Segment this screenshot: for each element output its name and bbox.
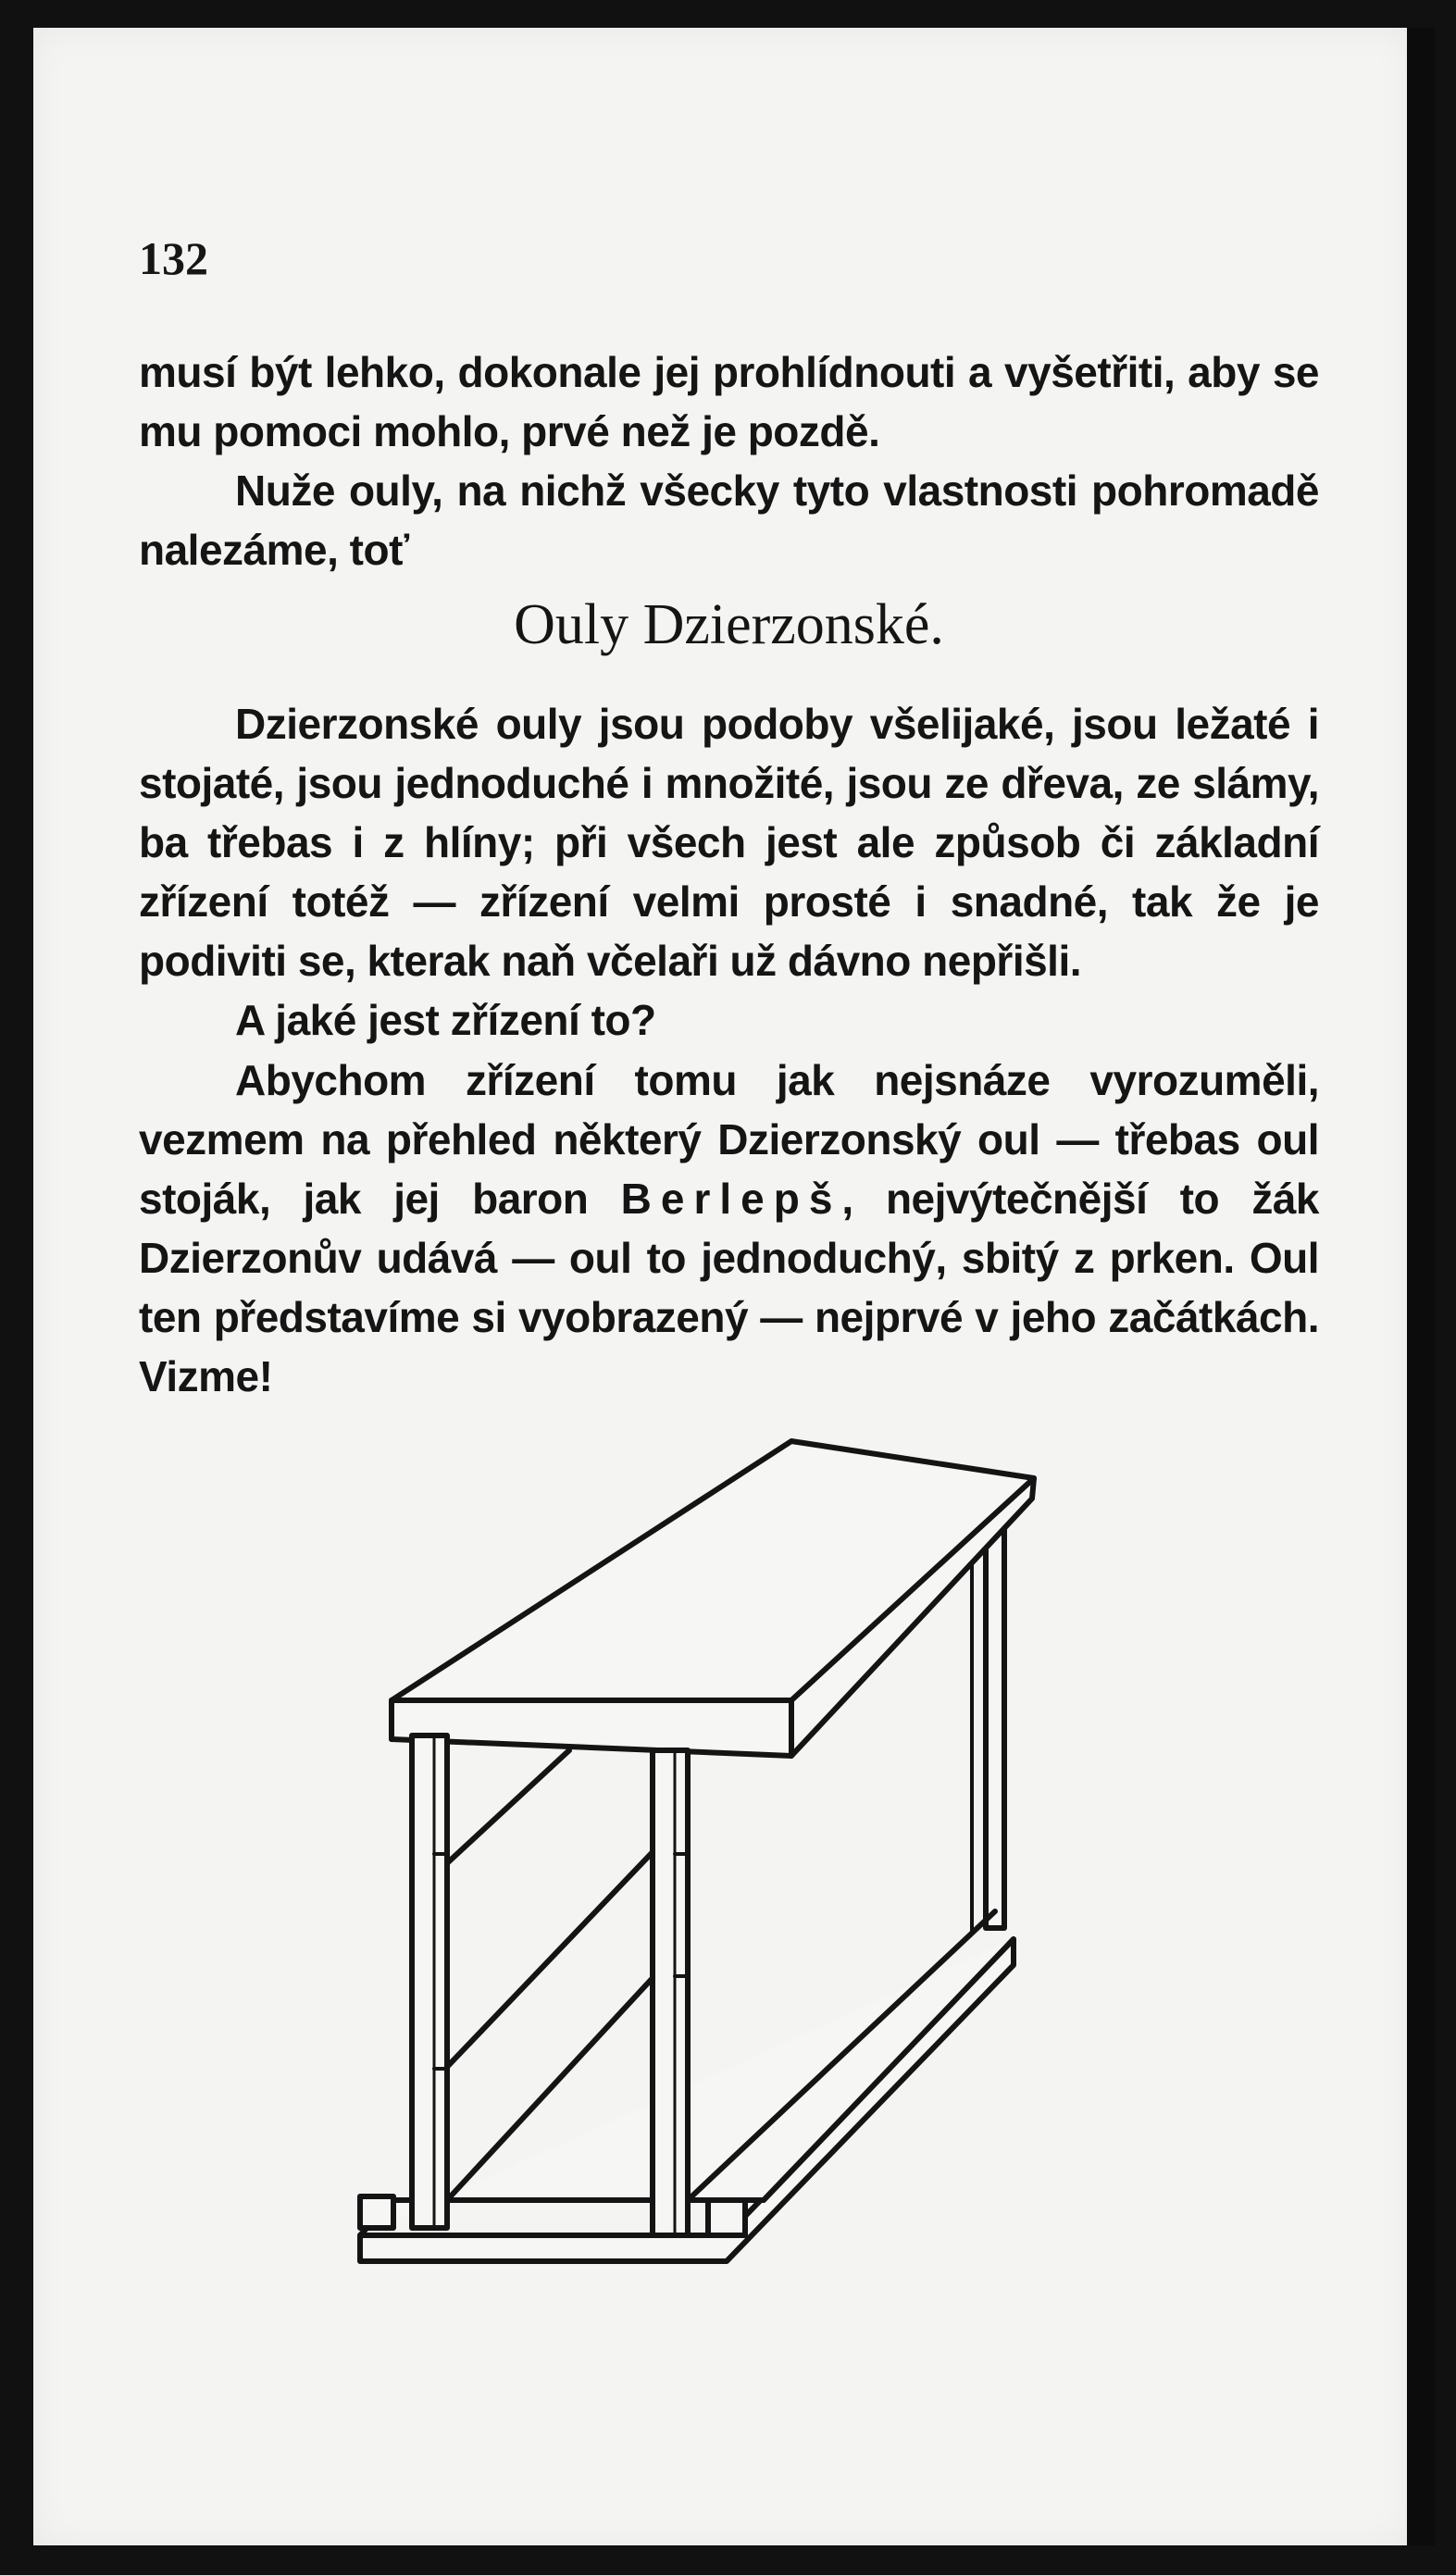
front-left-post bbox=[412, 1735, 447, 2228]
side-rail-upper bbox=[447, 1750, 569, 1863]
back-right-post bbox=[986, 1530, 1004, 1928]
p5-text-after: , nejvýtečnější to žák Dzierzonův udává — oul to jednoduchý, sbitý z prken. Oul ten představíme si vyobrazený — nejprvé v jeho začátkách. Vizme! bbox=[139, 1175, 1319, 1400]
paragraph-question: A jaké jest zřízení to? bbox=[235, 996, 656, 1044]
base-foot-right bbox=[708, 2200, 745, 2235]
beehive-frame-illustration bbox=[356, 1421, 1078, 2319]
base-foot-left bbox=[360, 2196, 393, 2228]
paragraph-intro: Nuže ouly, na nichž všecky tyto vlastnosti pohromadě nalezáme, toť bbox=[139, 466, 1319, 574]
p5-text-before: Abychom zřízení tomu jak nejsnáze vyrozuměli, vezmem na přehled některý Dzierzonský oul — třebas oul stoják, jak jej baron bbox=[139, 1056, 1319, 1223]
bottom-rail bbox=[688, 1911, 995, 2200]
page-edge-shadow bbox=[1407, 28, 1435, 2545]
front-right-post bbox=[653, 1750, 688, 2235]
page-number: 132 bbox=[139, 232, 208, 284]
paragraph-description: Dzierzonské ouly jsou podoby všelijaké, jsou ležaté i stojaté, jsou jednoduché i množité, jsou ze dřeva, ze slámy, ba třebas i z hlíny; při všech jest ale způsob či základní zřízení totéž — zřízení velmi prosté i snadné, tak že je podiviti se, kterak naň včelaři už dávno nepřišli. bbox=[139, 700, 1319, 985]
author-name-spaced: Berlepš bbox=[620, 1175, 842, 1223]
top-board bbox=[392, 1441, 1034, 1756]
section-heading: Ouly Dzierzonské. bbox=[514, 593, 944, 656]
paragraph-explanation bbox=[139, 1051, 1319, 1406]
paragraph-continuation: musí být lehko, dokonale jej prohlídnouti a vyšetřiti, aby se mu pomoci mohlo, prvé než je pozdě. bbox=[139, 348, 1319, 455]
side-rail-middle bbox=[447, 1852, 653, 2067]
